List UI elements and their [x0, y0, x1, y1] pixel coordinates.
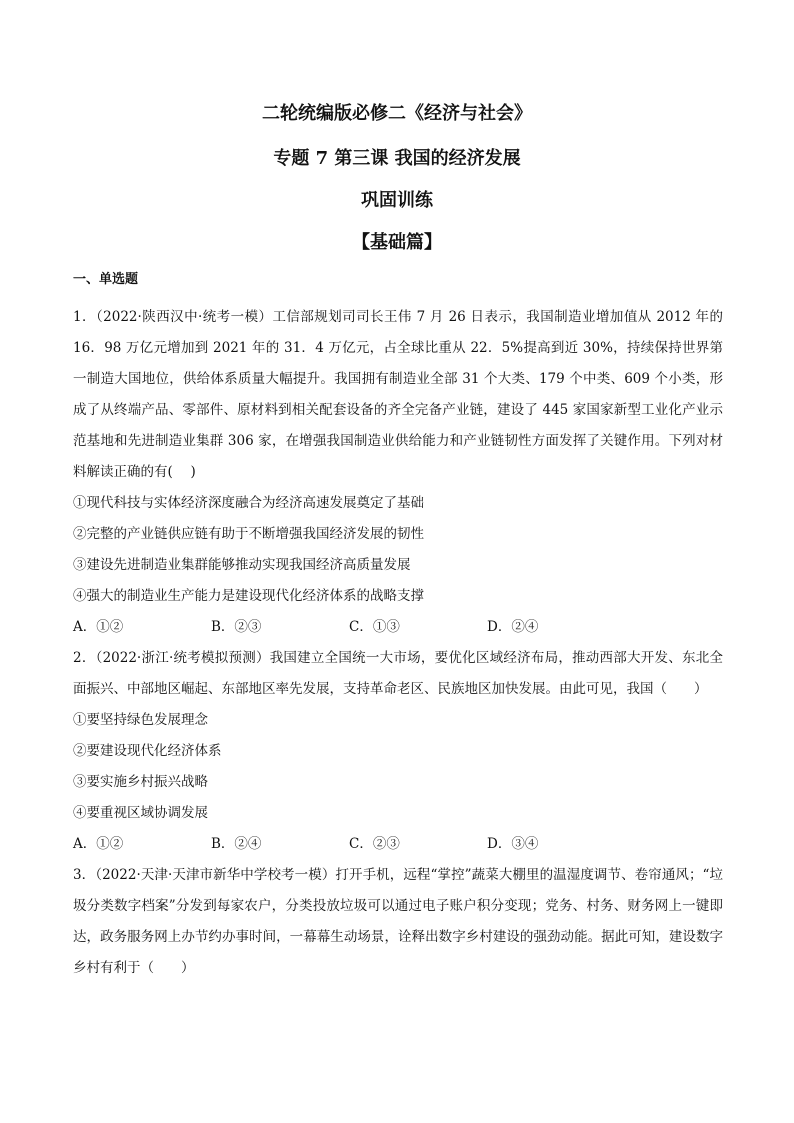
- choice-b: B．②③: [211, 619, 262, 635]
- question-2: [73, 643, 723, 860]
- subtitle: 巩固训练: [361, 190, 433, 211]
- statement-option: ②完整的产业链供应链有助于不断增强我国经济发展的韧性: [73, 526, 424, 542]
- question-stem: 2．（2022·浙江·统考模拟预测）我国建立全国统一大市场，要优化区域经济布局，推动西部大开发、东北全面振兴、中部地区崛起、东部地区率先发展，支持革命老区、民族地区加快发展。由此可见，我国（ ）: [73, 650, 723, 697]
- question-stem: 3．（2022·天津·天津市新华中学校考一模）打开手机，远程“掌控”蔬菜大棚里的温湿度调节、卷帘通风；“垃圾分类数字档案”分发到每家农户，分类投放垃圾可以通过电子账户积分变现；党务、村务、财务网上一键即达，政务服务网上办节约办事时间，一幕幕生动场景，诠释出数字乡村建设的强劲动能。据此可知，建设数字乡村有利于（ ）: [73, 867, 723, 976]
- choice-a: A．①②: [73, 836, 124, 852]
- level-title: 【基础篇】: [352, 232, 442, 253]
- question-content: [73, 270, 723, 984]
- statement-option: ③建设先进制造业集群能够推动实现我国经济高质量发展: [73, 557, 411, 573]
- answer-choices: [73, 829, 723, 860]
- choice-a: A．①②: [73, 619, 124, 635]
- statement-option: ①要坚持绿色发展理念: [73, 712, 208, 728]
- choice-b: B．②④: [211, 836, 262, 852]
- question-stem: 1．（2022·陕西汉中·统考一模）工信部规划司司长王伟 7 月 26 日表示，我国制造业增加值从 2012 年的 16．98 万亿元增加到 2021 年的 31．4 万亿元，占全球比重从 22．5%提高到近 30%，持续保持世界第一制造大国地位，供给体系质量大幅提升。我国拥有制造业全部 31 个大类、179 个中类、609 个小类，形成了从终端产品、零部件、原材料到相关配套设备的齐全完备产业链，建设了 445 家国家新型工业化产业示范基地和先进制造业集群 306 家，在增强我国制造业供给能力和产业链韧性方面发挥了关键作用。下列对材料解读正确的有( ): [73, 309, 723, 480]
- choice-c: C．②③: [349, 836, 400, 852]
- topic-title: 专题 7 第三课 我国的经济发展: [273, 148, 521, 169]
- choice-d: D．②④: [487, 619, 539, 635]
- document-title: 二轮统编版必修二《经济与社会》: [262, 103, 532, 124]
- choice-d: D．③④: [487, 836, 539, 852]
- section-heading: 一、单选题: [73, 272, 139, 287]
- statement-option: ①现代科技与实体经济深度融合为经济高速发展奠定了基础: [73, 495, 424, 511]
- statement-option: ④要重视区域协调发展: [73, 805, 208, 821]
- question-3: [73, 860, 723, 984]
- statement-option: ④强大的制造业生产能力是建设现代化经济体系的战略支撑: [73, 588, 424, 604]
- answer-choices: [73, 612, 723, 643]
- statement-option: ②要建设现代化经济体系: [73, 743, 222, 759]
- statement-option: ③要实施乡村振兴战略: [73, 774, 208, 790]
- question-1: [73, 302, 723, 643]
- choice-c: C．①③: [349, 619, 400, 635]
